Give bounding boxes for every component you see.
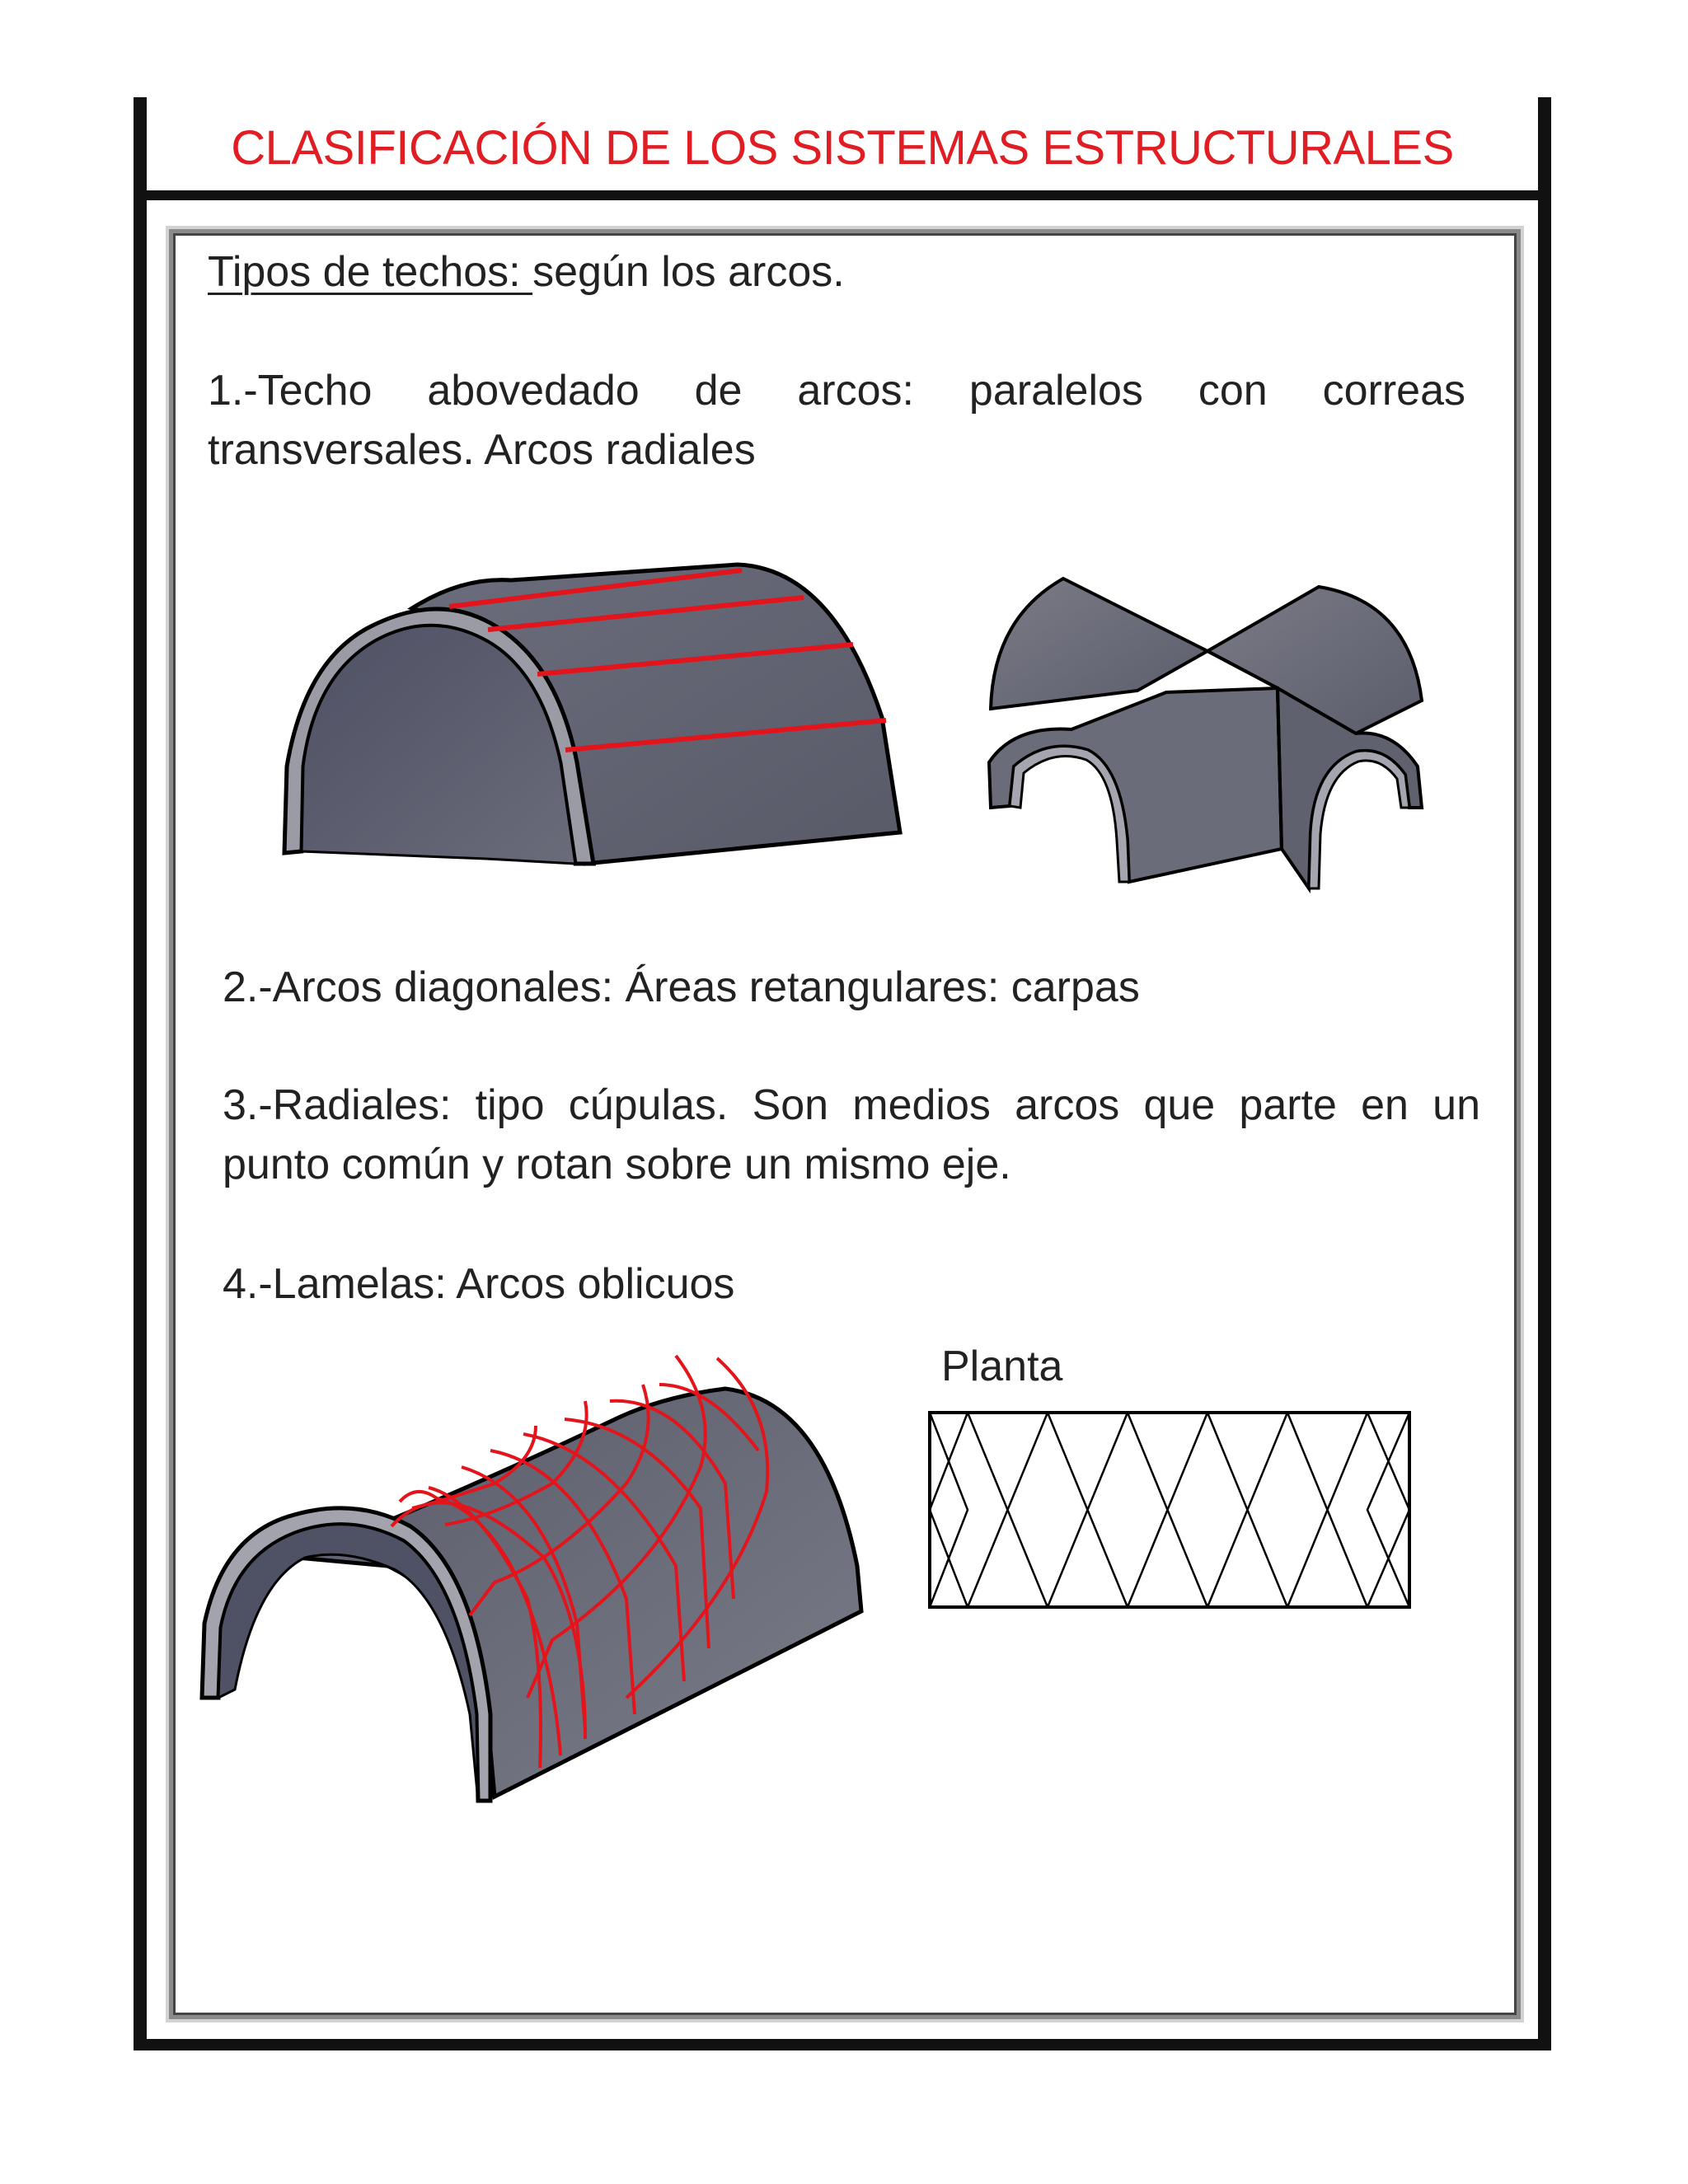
cross-vault-figure [981, 569, 1434, 890]
item4-text: 4.-Lamelas: Arcos oblicuos [223, 1260, 735, 1308]
lamella-vault-figure [198, 1352, 882, 1813]
page-title: CLASIFICACIÓN DE LOS SISTEMAS ESTRUCTURALES [231, 121, 1454, 175]
header-frame [134, 97, 1551, 200]
barrel-vault-figure [272, 560, 907, 874]
heading-rest: según los arcos. [532, 248, 845, 296]
item3-line2: punto común y rotan sobre un mismo eje. [223, 1141, 1011, 1188]
planta-diagram [928, 1411, 1411, 1609]
planta-label: Planta [941, 1343, 1063, 1390]
item1-line2: transversales. Arcos radiales [208, 426, 756, 474]
section-heading [208, 242, 845, 302]
item2-text: 2.-Arcos diagonales: Áreas retangulares: carpas [223, 963, 1140, 1011]
item1-line1: 1.-Techo abovedado de arcos: paralelos con correas [208, 367, 1465, 415]
item3-line1: 3.-Radiales: tipo cúpulas. Son medios arcos que parte en un [223, 1081, 1480, 1129]
heading-underlined: Tipos de techos: [208, 248, 533, 296]
